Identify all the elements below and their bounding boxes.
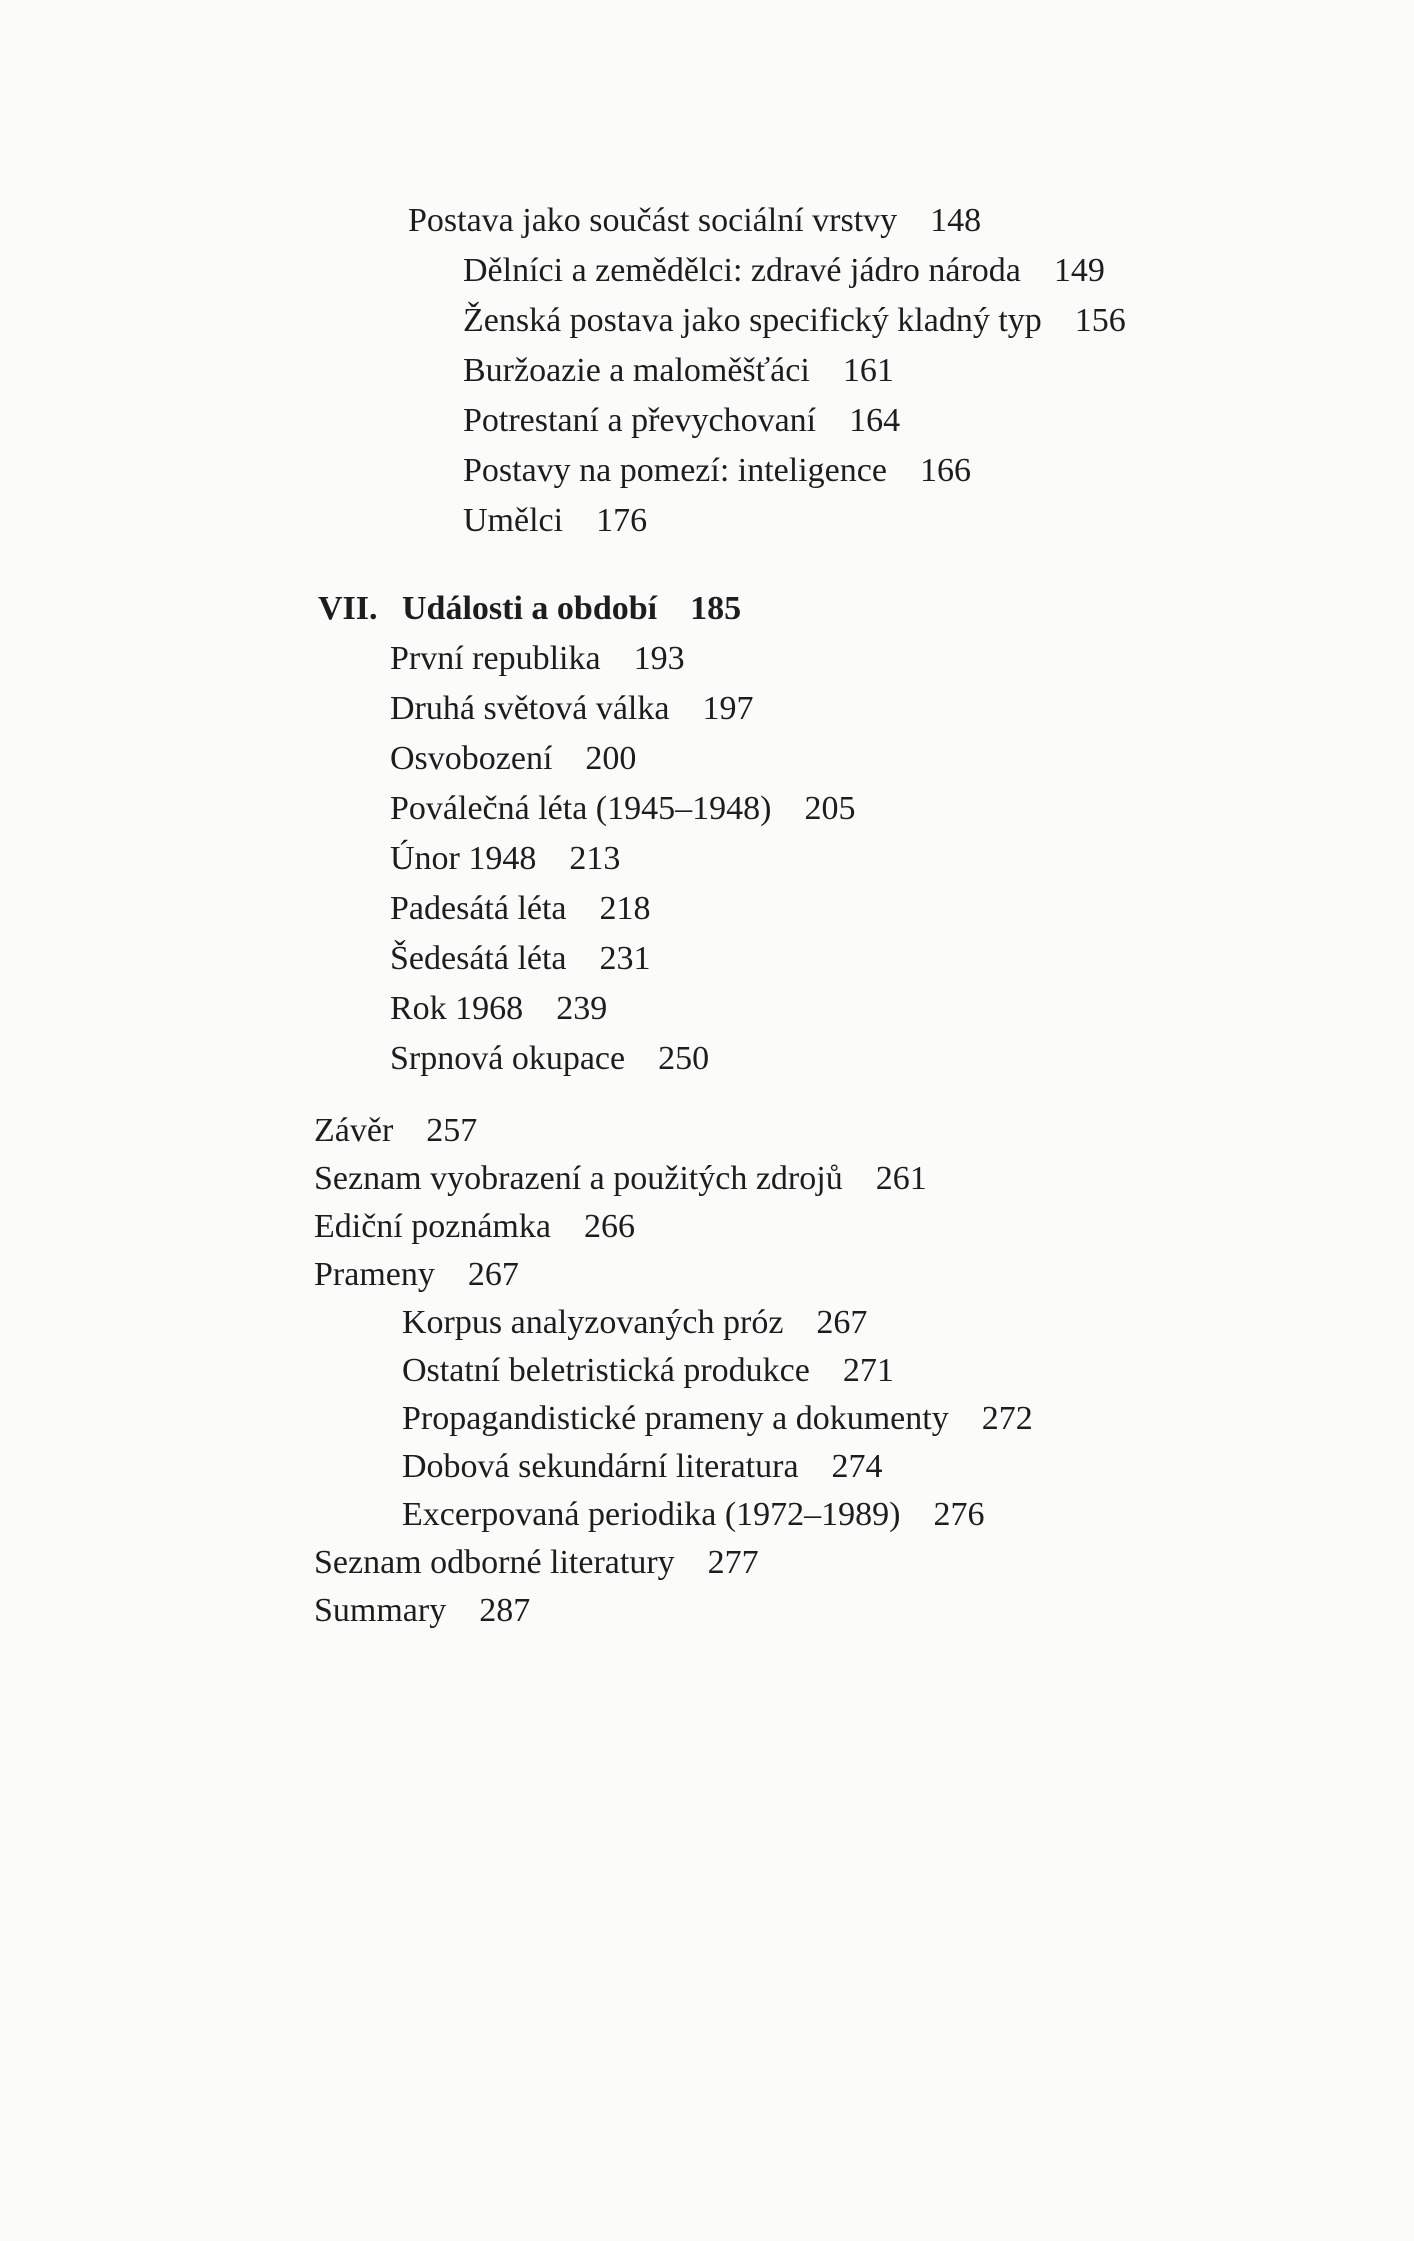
toc-entry xyxy=(0,784,1414,834)
toc-entry-label: Seznam odborné literatury xyxy=(314,1544,675,1581)
toc-entry xyxy=(0,446,1414,496)
toc-entry-label: Padesátá léta xyxy=(390,890,567,927)
toc-entry xyxy=(0,1395,1414,1443)
toc-entry-label: Postavy na pomezí: inteligence xyxy=(463,452,887,489)
toc-entry-page: 164 xyxy=(849,402,901,439)
toc-entry xyxy=(0,1443,1414,1491)
toc-chapter-heading xyxy=(0,584,1414,634)
toc-block-back-matter xyxy=(0,1107,1414,1635)
toc-entry-page: 213 xyxy=(569,840,621,877)
toc-entry xyxy=(0,1155,1414,1203)
toc-entry-label: Summary xyxy=(314,1592,447,1629)
toc-entry-page: 148 xyxy=(930,202,982,239)
toc-entry-page: 261 xyxy=(875,1160,927,1197)
toc-entry-page: 197 xyxy=(702,690,754,727)
toc-entry-label: Osvobození xyxy=(390,740,553,777)
chapter-numeral: VII. xyxy=(318,590,378,627)
toc-entry xyxy=(0,634,1414,684)
toc-block-section-vii xyxy=(0,584,1414,1084)
toc-entry-page: 267 xyxy=(816,1304,868,1341)
toc-entry-page: 274 xyxy=(831,1448,883,1485)
toc-entry-label: Buržoazie a maloměšťáci xyxy=(463,352,810,389)
toc-entry-label: Postava jako součást sociální vrstvy xyxy=(408,202,898,239)
toc-entry-label: Ediční poznámka xyxy=(314,1208,551,1245)
toc-entry xyxy=(0,1347,1414,1395)
toc-entry-page: 166 xyxy=(919,452,971,489)
toc-entry xyxy=(0,1587,1414,1635)
toc-entry-label: První republika xyxy=(390,640,601,677)
toc-entry xyxy=(0,1251,1414,1299)
toc-entry-label: Ostatní beletristická produkce xyxy=(402,1352,810,1389)
toc-entry-page: 185 xyxy=(690,590,742,627)
toc-entry-page: 266 xyxy=(583,1208,635,1245)
toc-entry-label: Ženská postava jako specifický kladný typ xyxy=(463,302,1042,339)
toc-entry-page: 271 xyxy=(842,1352,894,1389)
toc-entry xyxy=(0,684,1414,734)
toc-entry-page: 176 xyxy=(596,502,648,539)
toc-entry xyxy=(0,884,1414,934)
toc-entry-label: Propagandistické prameny a dokumenty xyxy=(402,1400,949,1437)
toc-entry-page: 200 xyxy=(585,740,637,777)
toc-entry-label: Rok 1968 xyxy=(390,990,524,1027)
toc-entry-label: Prameny xyxy=(314,1256,435,1293)
toc-entry-page: 149 xyxy=(1053,252,1105,289)
toc-entry-page: 156 xyxy=(1074,302,1126,339)
toc-entry xyxy=(0,984,1414,1034)
toc-entry xyxy=(0,496,1414,546)
toc-entry-label: Dělníci a zemědělci: zdravé jádro národa xyxy=(463,252,1021,289)
toc-entry-page: 231 xyxy=(599,940,651,977)
toc-entry-page: 205 xyxy=(804,790,856,827)
toc-entry xyxy=(0,246,1414,296)
toc-entry-label: Korpus analyzovaných próz xyxy=(402,1304,784,1341)
toc-entry-label: Únor 1948 xyxy=(390,840,537,877)
toc-entry xyxy=(0,934,1414,984)
toc-block-characters xyxy=(0,196,1414,546)
toc-entry-page: 193 xyxy=(633,640,685,677)
toc-entry-page: 250 xyxy=(658,1040,710,1077)
toc-entry-label: Potrestaní a převychovaní xyxy=(463,402,817,439)
toc-entry-page: 257 xyxy=(426,1112,478,1149)
toc-entry-label: Závěr xyxy=(314,1112,394,1149)
toc-entry xyxy=(0,1034,1414,1084)
toc-entry-label: Umělci xyxy=(463,502,564,539)
toc-entry xyxy=(0,734,1414,784)
toc-entry xyxy=(0,1299,1414,1347)
toc-entry-label: Excerpovaná periodika (1972–1989) xyxy=(402,1496,901,1533)
toc-entry-page: 218 xyxy=(599,890,651,927)
toc-entry xyxy=(0,296,1414,346)
toc-entry-page: 272 xyxy=(981,1400,1033,1437)
toc-entry xyxy=(0,396,1414,446)
chapter-title: Události a období xyxy=(402,590,658,627)
toc-entry-label: Seznam vyobrazení a použitých zdrojů xyxy=(314,1160,843,1197)
toc-entry-label: Šedesátá léta xyxy=(390,940,567,977)
toc-entry-page: 287 xyxy=(479,1592,531,1629)
toc-entry-page: 239 xyxy=(556,990,608,1027)
toc-entry-label: Dobová sekundární literatura xyxy=(402,1448,799,1485)
toc-entry-page: 276 xyxy=(933,1496,985,1533)
toc-entry-label: Srpnová okupace xyxy=(390,1040,626,1077)
toc-entry-page: 267 xyxy=(467,1256,519,1293)
toc-entry-label: Poválečná léta (1945–1948) xyxy=(390,790,772,827)
toc-entry xyxy=(0,834,1414,884)
toc-entry xyxy=(0,1539,1414,1587)
toc-entry-page: 161 xyxy=(842,352,894,389)
toc-entry-page: 277 xyxy=(707,1544,759,1581)
toc-entry xyxy=(0,1491,1414,1539)
toc-entry xyxy=(0,196,1414,246)
toc-entry xyxy=(0,1107,1414,1155)
toc-entry xyxy=(0,1203,1414,1251)
toc-entry-label: Druhá světová válka xyxy=(390,690,670,727)
toc-entry xyxy=(0,346,1414,396)
